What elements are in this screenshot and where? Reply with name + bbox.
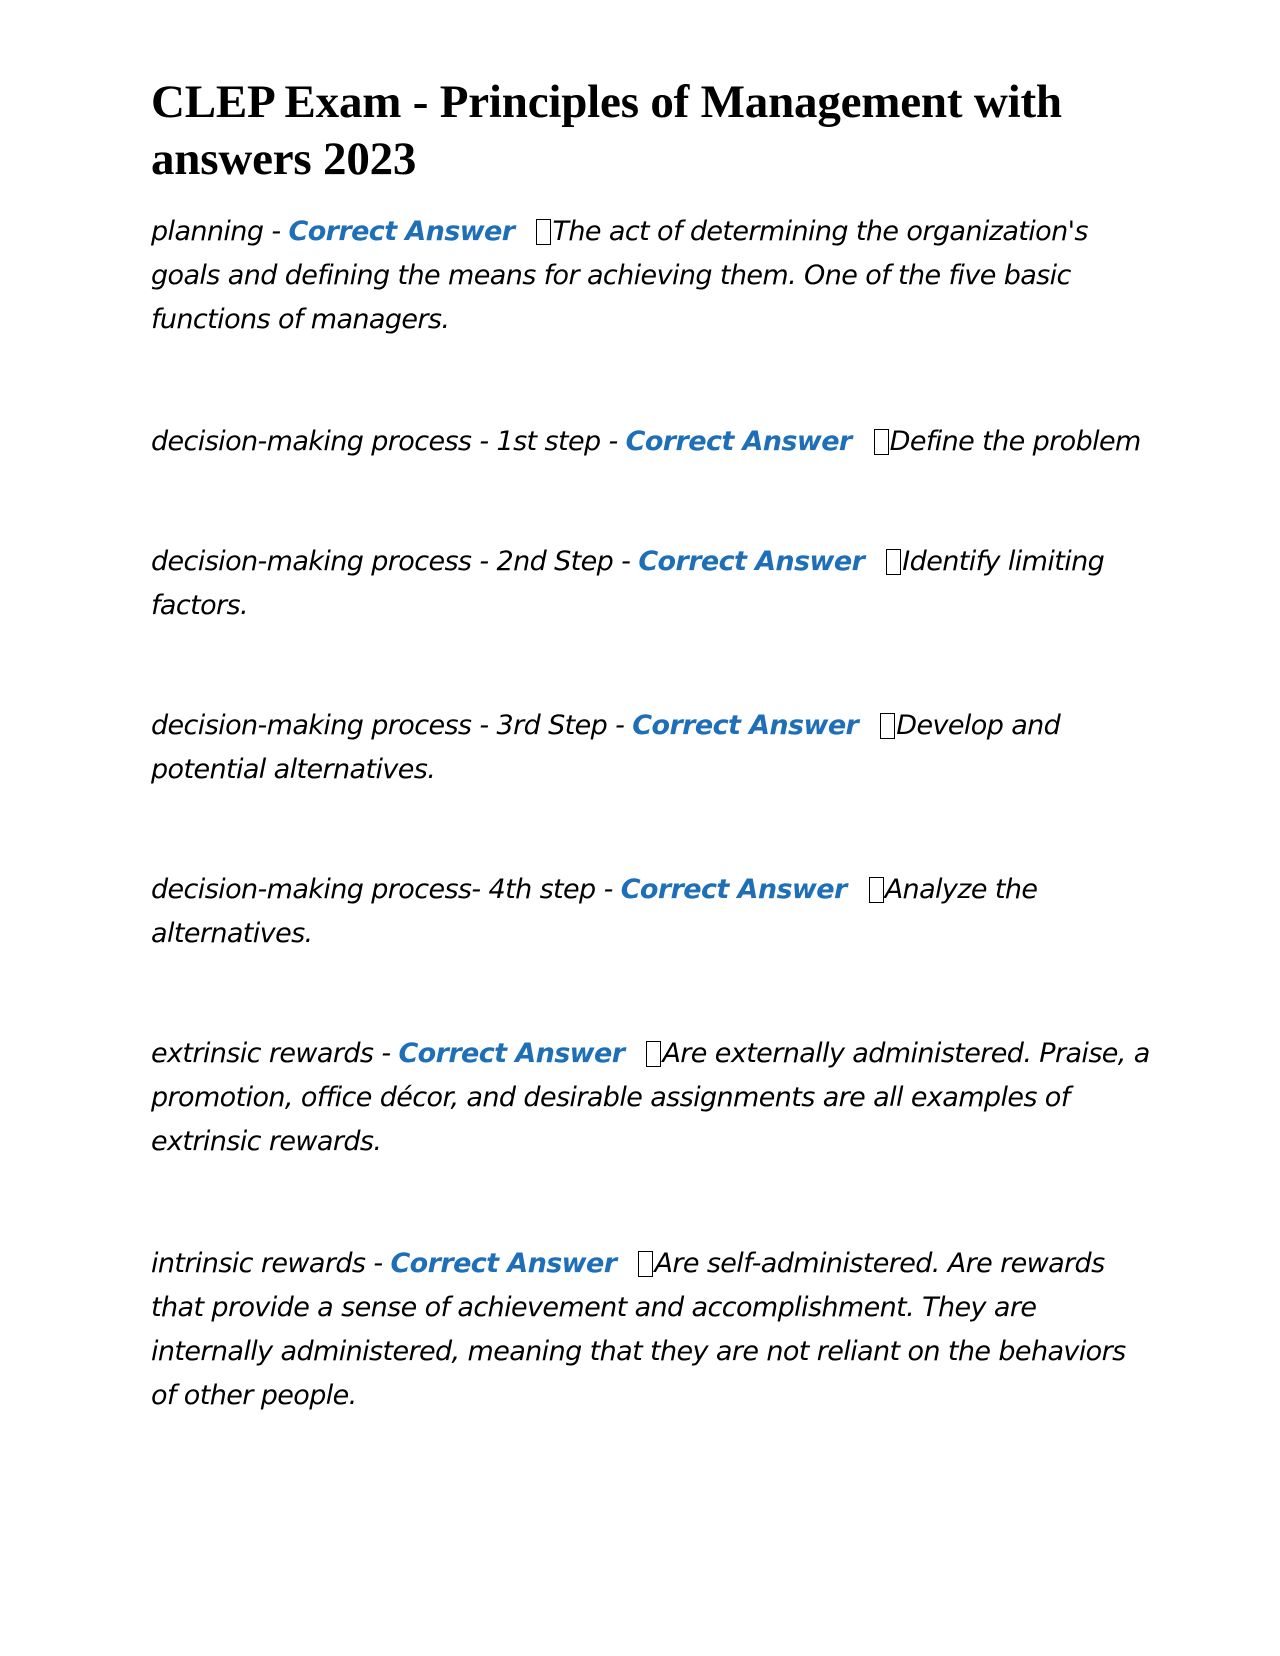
missing-glyph-box-icon: [880, 713, 895, 739]
term: decision-making process - 2nd Step -: [151, 546, 639, 577]
document-page: [151, 74, 1151, 1418]
answer-label: Correct Answer: [398, 1038, 625, 1069]
definition: Define the problem: [889, 426, 1141, 457]
answer-label: Correct Answer: [620, 874, 847, 905]
term: intrinsic rewards -: [151, 1248, 391, 1279]
qa-entry-step-1: [151, 420, 1151, 464]
missing-glyph-box-icon: [638, 1251, 653, 1277]
definition: Develop and potential alternatives.: [151, 710, 1061, 785]
spacer: [151, 956, 1151, 1032]
answer-label: Correct Answer: [632, 710, 859, 741]
spacer: [151, 464, 1151, 540]
answer-label: Correct Answer: [390, 1248, 617, 1279]
term: decision-making process - 1st step -: [151, 426, 626, 457]
qa-entry-intrinsic-rewards: [151, 1242, 1151, 1418]
term: extrinsic rewards -: [151, 1038, 399, 1069]
qa-entry-planning: [151, 210, 1151, 342]
spacer: [151, 628, 1151, 704]
missing-glyph-box-icon: [536, 219, 551, 245]
missing-glyph-box-icon: [869, 877, 884, 903]
spacer: [151, 342, 1151, 420]
definition: Identify limiting factors.: [151, 546, 1105, 621]
qa-entry-step-4: [151, 868, 1151, 956]
definition: The act of determining the organization's goals and defining the means for achieving them. One of the five basic functions of managers.: [151, 216, 1088, 335]
answer-label: Correct Answer: [638, 546, 865, 577]
answer-label: Correct Answer: [625, 426, 852, 457]
document-title: CLEP Exam - Principles of Management with answers 2023: [151, 76, 1062, 185]
term: planning -: [151, 216, 289, 247]
qa-entry-step-2: [151, 540, 1151, 628]
missing-glyph-box-icon: [646, 1041, 661, 1067]
definition: Analyze the alternatives.: [151, 874, 1038, 949]
term: decision-making process - 3rd Step -: [151, 710, 633, 741]
qa-entry-step-3: [151, 704, 1151, 792]
definition: Are self-administered. Are rewards that provide a sense of achievement and accomplishment. They are internally administered, meaning that they are not reliant on the behaviors of other people.: [151, 1248, 1126, 1411]
missing-glyph-box-icon: [886, 549, 901, 575]
spacer: [151, 792, 1151, 868]
term: decision-making process- 4th step -: [151, 874, 621, 905]
spacer: [151, 1164, 1151, 1242]
missing-glyph-box-icon: [874, 429, 889, 455]
definition: Are externally administered. Praise, a promotion, office décor, and desirable assignments are all examples of extrinsic rewards.: [151, 1038, 1150, 1157]
answer-label: Correct Answer: [288, 216, 515, 247]
qa-entry-extrinsic-rewards: [151, 1032, 1151, 1164]
